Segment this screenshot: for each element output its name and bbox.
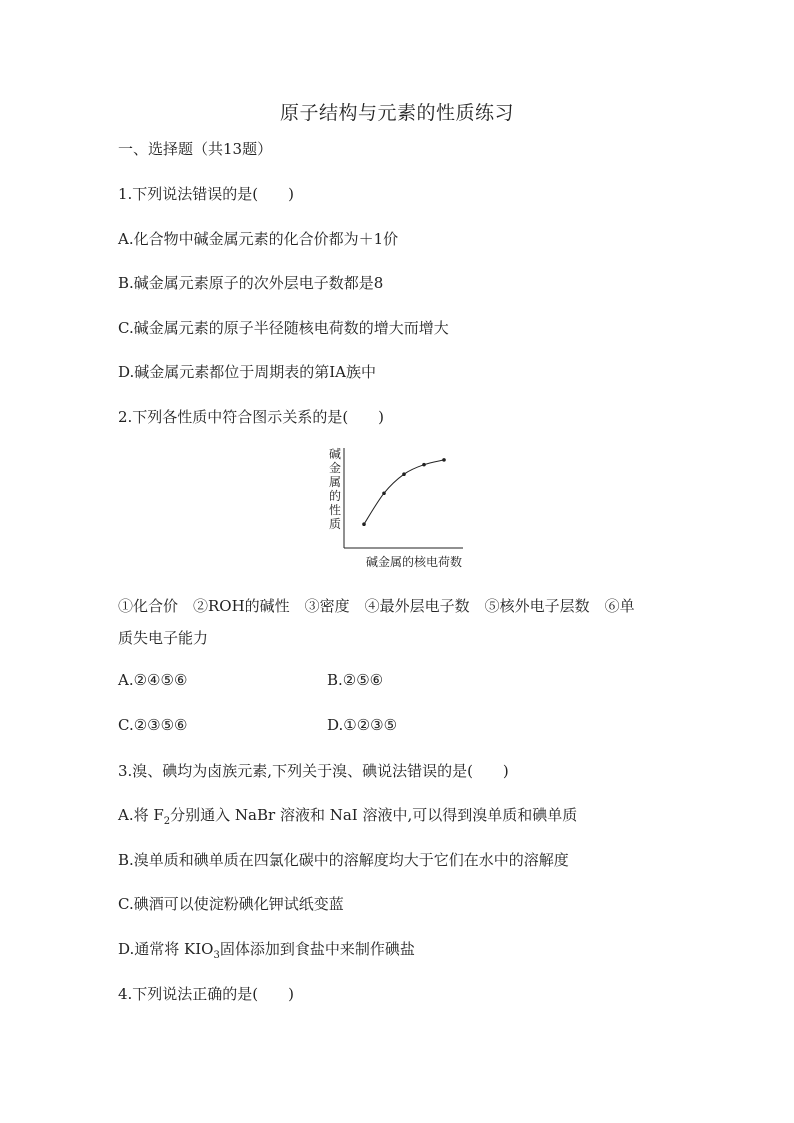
q3-option-a-text-rest: 分别通入 NaBr 溶液和 NaI 溶液中,可以得到溴单质和碘单质 [170,806,578,824]
q1-option-a: A.化合物中碱金属元素的化合价都为＋1价 [118,230,399,248]
q2-properties-line1: ①化合价 ②ROH的碱性 ③密度 ④最外层电子数 ⑤核外电子层数 ⑥单 [118,597,635,615]
q3-option-d [118,938,415,961]
q3-option-c: C.碘酒可以使淀粉碘化钾试纸变蓝 [118,895,344,913]
chart-y-label: 碱金属的性质 [328,447,341,531]
q3-option-a-subscript: 2 [163,816,171,827]
q2-properties-line2: 质失电子能力 [118,629,209,647]
q3-option-a-text: A.将 F [118,806,164,824]
q2-option-a: A.②④⑤⑥ [118,671,188,689]
data-point-3 [402,472,406,476]
q2-option-d: D.①②③⑤ [327,716,398,734]
data-point-1 [362,522,366,526]
q3-option-d-subscript: 3 [213,950,220,961]
q3-option-b: B.溴单质和碘单质在四氯化碳中的溶解度均大于它们在水中的溶解度 [118,851,569,869]
q1-stem: 1.下列说法错误的是( ) [118,185,295,203]
q2-option-c: C.②③⑤⑥ [118,716,188,734]
data-point-5 [442,458,446,462]
q3-stem: 3.溴、碘均为卤族元素,下列关于溴、碘说法错误的是( ) [118,762,509,780]
chart-x-label: 碱金属的核电荷数 [366,555,463,569]
section-heading: 一、选择题（共13题） [118,140,273,158]
q1-option-b: B.碱金属元素原子的次外层电子数都是8 [118,274,384,292]
page-title: 原子结构与元素的性质练习 [279,102,514,124]
q2-option-b: B.②⑤⑥ [327,671,384,689]
q1-option-c: C.碱金属元素的原子半径随核电荷数的增大而增大 [118,319,449,337]
q3-option-d-text: D.通常将 KIO [118,940,214,958]
data-point-4 [422,463,426,467]
q3-option-d-text-rest: 固体添加到食盐中来制作碘盐 [219,940,415,958]
q3-option-a [118,804,577,827]
q2-stem: 2.下列各性质中符合图示关系的是( ) [118,408,385,426]
series-line [364,460,444,524]
q1-option-d: D.碱金属元素都位于周期表的第ⅠA族中 [118,363,377,381]
data-point-2 [382,491,386,495]
q4-stem: 4.下列说法正确的是( ) [118,985,295,1003]
